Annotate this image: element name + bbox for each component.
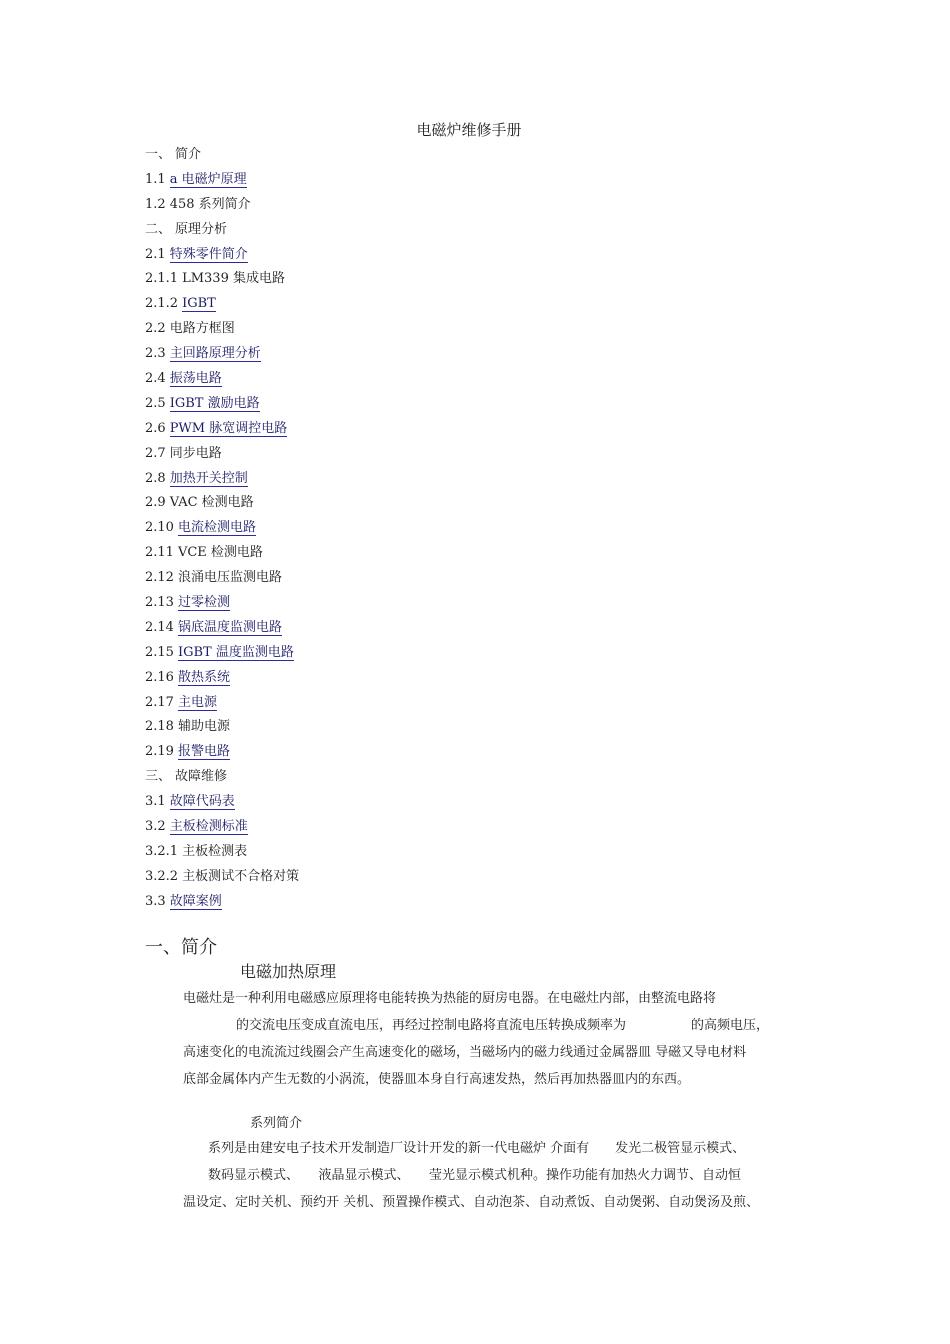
toc-item[interactable] — [145, 618, 645, 643]
toc-item-label: 电路方框图 — [169, 321, 235, 337]
paragraph-series — [183, 1135, 808, 1216]
toc-item-number: 2.15 — [145, 644, 174, 660]
toc-item[interactable] — [145, 170, 645, 195]
toc-item-link[interactable]: 振荡电路 — [169, 371, 222, 387]
paragraph-line: 的交流电压变成直流电压，再经过控制电路将直流电压转换成频率为 的高频电压， — [236, 1018, 770, 1033]
toc-item-number: 一、 — [145, 147, 172, 162]
toc-item-number: 1.1 — [145, 171, 166, 187]
toc-item-number: 3.1 — [145, 794, 166, 810]
toc-item-label: 同步电路 — [169, 445, 222, 461]
toc-item[interactable] — [145, 892, 645, 917]
paragraph-line: 数码显示模式、 液晶显示模式、 莹光显示模式机种。操作功能有加热火力调节、自动恒 — [208, 1168, 742, 1183]
toc-item-number: 2.5 — [145, 395, 166, 411]
toc-item[interactable] — [145, 792, 645, 817]
toc-item-number: 2.8 — [145, 470, 166, 486]
toc-item-link[interactable]: 报警电路 — [177, 744, 230, 760]
toc-item-number: 2.19 — [145, 744, 174, 760]
toc-item-link[interactable]: 主板检测标准 — [169, 819, 248, 835]
toc-item — [145, 319, 645, 344]
toc-item-number: 二、 — [145, 221, 172, 237]
toc-item-link[interactable]: 散热系统 — [177, 669, 230, 685]
toc-item — [145, 220, 645, 245]
toc-item — [145, 867, 645, 892]
toc-item[interactable] — [145, 817, 645, 842]
toc-item-link[interactable]: 加热开关控制 — [169, 470, 248, 486]
toc-item — [145, 145, 645, 170]
toc-item-label: 原理分析 — [175, 221, 228, 237]
toc-item-number: 2.16 — [145, 669, 174, 685]
toc-item — [145, 842, 645, 867]
paragraph-line: 高速变化的电流流过线圈会产生高速变化的磁场，当磁场内的磁力线通过金属器皿 导磁又导电材料 — [183, 1045, 747, 1060]
toc-item-number: 2.2 — [145, 321, 166, 337]
toc-item-link[interactable]: 特殊零件简介 — [169, 246, 248, 262]
toc-item-label: 主板测试不合格对策 — [182, 868, 300, 884]
paragraph-line: 温设定、定时关机、预约开 关机、预置操作模式、自动泡茶、自动煮饭、自动煲粥、自动煲汤及煎、 — [183, 1195, 760, 1210]
document-title: 电磁炉维修手册 — [416, 121, 522, 139]
toc-item[interactable] — [145, 245, 645, 270]
toc-item-label: 简介 — [175, 147, 202, 162]
toc-item-number: 2.12 — [145, 570, 174, 586]
toc-item[interactable] — [145, 344, 645, 369]
paragraph-line: 底部金属体内产生无数的小涡流，使器皿本身自行高速发热，然后再加热器皿内的东西。 — [183, 1072, 691, 1087]
toc-item[interactable] — [145, 419, 645, 444]
toc-item — [145, 568, 645, 593]
toc-item-link[interactable]: 故障代码表 — [169, 794, 235, 810]
subsection-heading-series: 系列简介 — [250, 1116, 303, 1131]
toc-item[interactable] — [145, 693, 645, 718]
toc-item — [145, 444, 645, 469]
toc-item-number: 2.1.2 — [145, 296, 179, 312]
toc-item-label: 浪涌电压监测电路 — [177, 570, 282, 586]
section-heading: 一、简介 — [145, 937, 217, 958]
toc-item[interactable] — [145, 394, 645, 419]
toc-item[interactable] — [145, 593, 645, 618]
toc-item — [145, 767, 645, 792]
toc-item-number: 2.7 — [145, 445, 166, 461]
toc-item-link[interactable]: PWM 脉宽调控电路 — [169, 420, 288, 436]
toc-item-label: 辅助电源 — [177, 719, 230, 735]
toc-item-number: 3.2.2 — [145, 868, 179, 884]
toc-item-number: 2.3 — [145, 346, 166, 362]
toc-item-link[interactable]: a 电磁炉原理 — [169, 171, 247, 187]
toc-item-number: 3.2.1 — [145, 843, 179, 859]
toc-item — [145, 269, 645, 294]
toc-item-number: 1.2 — [145, 196, 166, 212]
paragraph-line: 系列是由建安电子技术开发制造厂设计开发的新一代电磁炉 介面有 发光二极管显示模式、 — [208, 1141, 746, 1156]
toc-item[interactable] — [145, 668, 645, 693]
toc-item[interactable] — [145, 469, 645, 494]
table-of-contents — [145, 145, 645, 917]
paragraph-principle — [183, 985, 808, 1093]
toc-item-number: 2.13 — [145, 595, 174, 611]
toc-item — [145, 717, 645, 742]
toc-item-number: 2.18 — [145, 719, 174, 735]
toc-item-link[interactable]: 锅底温度监测电路 — [177, 619, 282, 635]
toc-item-link[interactable]: IGBT 激励电路 — [169, 395, 260, 411]
toc-item-link[interactable]: 主电源 — [177, 694, 217, 710]
toc-item-number: 2.14 — [145, 619, 174, 635]
toc-item-link[interactable]: 故障案例 — [169, 893, 222, 909]
toc-item-link[interactable]: 过零检测 — [177, 595, 230, 611]
toc-item-number: 2.1.1 — [145, 271, 179, 287]
toc-item-number: 2.1 — [145, 246, 166, 262]
toc-item-link[interactable]: 电流检测电路 — [177, 520, 256, 536]
toc-item[interactable] — [145, 643, 645, 668]
subsection-heading: 电磁加热原理 — [240, 962, 337, 981]
toc-item-number: 2.4 — [145, 371, 166, 387]
toc-item — [145, 493, 645, 518]
toc-item — [145, 543, 645, 568]
toc-item-number: 2.6 — [145, 420, 166, 436]
toc-item-number: 2.10 — [145, 520, 174, 536]
toc-item[interactable] — [145, 518, 645, 543]
toc-item-label: 458 系列简介 — [169, 196, 251, 212]
toc-item[interactable] — [145, 294, 645, 319]
toc-item[interactable] — [145, 369, 645, 394]
toc-item — [145, 195, 645, 220]
toc-item-link[interactable]: IGBT 温度监测电路 — [177, 644, 294, 660]
toc-item[interactable] — [145, 742, 645, 767]
toc-item-label: 故障维修 — [175, 769, 228, 785]
toc-item-number: 2.17 — [145, 694, 174, 710]
toc-item-label: VAC 检测电路 — [169, 495, 254, 511]
toc-item-label: VCE 检测电路 — [177, 545, 263, 561]
toc-item-link[interactable]: IGBT — [182, 296, 216, 312]
toc-item-label: LM339 集成电路 — [182, 271, 285, 287]
toc-item-number: 3.3 — [145, 893, 166, 909]
toc-item-number: 2.9 — [145, 495, 166, 511]
paragraph-line: 电磁灶是一种利用电磁感应原理将电能转换为热能的厨房电器。在电磁灶内部，由整流电路将 — [183, 991, 717, 1006]
toc-item-number: 2.11 — [145, 545, 174, 561]
toc-item-number: 3.2 — [145, 819, 166, 835]
toc-item-number: 三、 — [145, 769, 172, 785]
toc-item-link[interactable]: 主回路原理分析 — [169, 346, 261, 362]
toc-item-label: 主板检测表 — [182, 843, 248, 859]
